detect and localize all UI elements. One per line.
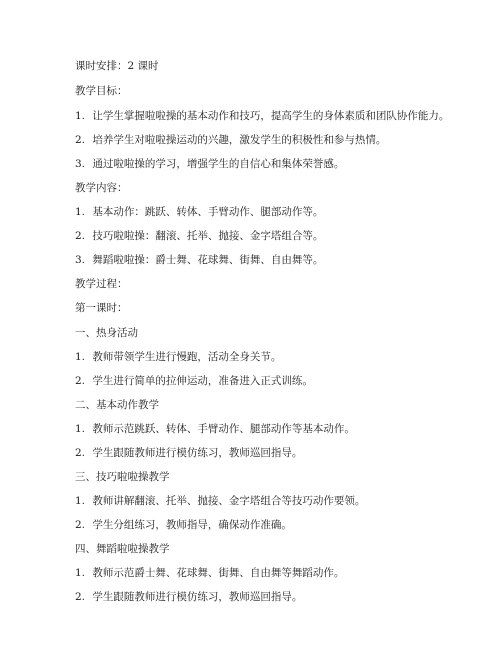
content-item-number: 3. (75, 254, 86, 266)
lesson1-heading: 第一课时： (75, 302, 128, 314)
section-item (75, 350, 281, 364)
content-item-text: 舞蹈啦啦操：爵士舞、花球舞、街舞、自由舞等。 (92, 254, 324, 266)
section-item-number: 2. (75, 591, 86, 603)
section-item-text: 学生跟随教师进行模仿练习，教师巡回指导。 (92, 447, 303, 459)
goal-item-number: 3. (75, 158, 86, 170)
section-item-text: 学生进行简单的拉伸运动，准备进入正式训练。 (92, 375, 313, 387)
content-heading: 教学内容： (75, 182, 128, 194)
goal-item-number: 1. (75, 110, 86, 122)
section-item-number: 1. (75, 351, 86, 363)
content-item-number: 2. (75, 230, 86, 242)
goal-item-number: 2. (75, 134, 86, 146)
content-item-text: 基本动作：跳跃、转体、手臂动作、腿部动作等。 (92, 206, 324, 218)
section-item-number: 2. (75, 447, 86, 459)
content-item-3 (75, 253, 323, 267)
content-item-number: 1. (75, 206, 86, 218)
section-item-number: 1. (75, 567, 86, 579)
goal-item-text: 通过啦啦操的学习，增强学生的自信心和集体荣誉感。 (92, 158, 345, 170)
section-item-number: 1. (75, 495, 86, 507)
schedule-line: 课时安排：2 课时 (75, 60, 159, 72)
section-item-text: 教师带领学生进行慢跑，活动全身关节。 (92, 351, 282, 363)
section-title-basic: 二、基本动作教学 (75, 399, 159, 411)
section-title-skills: 三、技巧啦啦操教学 (75, 471, 170, 483)
section-title-warmup: 一、热身活动 (75, 327, 138, 339)
section-item (75, 422, 355, 436)
section-item (75, 518, 292, 532)
goals-heading: 教学目标： (75, 85, 128, 97)
goal-item-1 (75, 109, 449, 123)
section-title-dance: 四、舞蹈啦啦操教学 (75, 543, 170, 555)
section-item-text: 教师讲解翻滚、托举、抛接、金字塔组合等技巧动作要领。 (92, 495, 366, 507)
goal-item-text: 让学生掌握啦啦操的基本动作和技巧，提高学生的身体素质和团队协作能力。 (92, 110, 450, 122)
section-item-text: 学生分组练习，教师指导，确保动作准确。 (92, 519, 292, 531)
section-item-text: 学生跟随教师进行模仿练习，教师巡回指导。 (92, 591, 303, 603)
section-item-number: 1. (75, 423, 86, 435)
section-item (75, 446, 302, 460)
content-item-text: 技巧啦啦操：翻滚、托举、抛接、金字塔组合等。 (92, 230, 324, 242)
section-item-number: 2. (75, 519, 86, 531)
goal-item-2 (75, 133, 386, 147)
section-item-number: 2. (75, 375, 86, 387)
section-item-text: 教师示范跳跃、转体、手臂动作、腿部动作等基本动作。 (92, 423, 355, 435)
process-heading: 教学过程： (75, 278, 128, 290)
content-item-2 (75, 229, 323, 243)
content-item-1 (75, 205, 323, 219)
goal-item-text: 培养学生对啦啦操运动的兴趣，激发学生的积极性和参与热情。 (92, 134, 387, 146)
goal-item-3 (75, 157, 344, 171)
section-item (75, 494, 365, 508)
section-item (75, 374, 313, 388)
section-item-text: 教师示范爵士舞、花球舞、街舞、自由舞等舞蹈动作。 (92, 567, 345, 579)
section-item (75, 566, 344, 580)
section-item (75, 590, 302, 604)
